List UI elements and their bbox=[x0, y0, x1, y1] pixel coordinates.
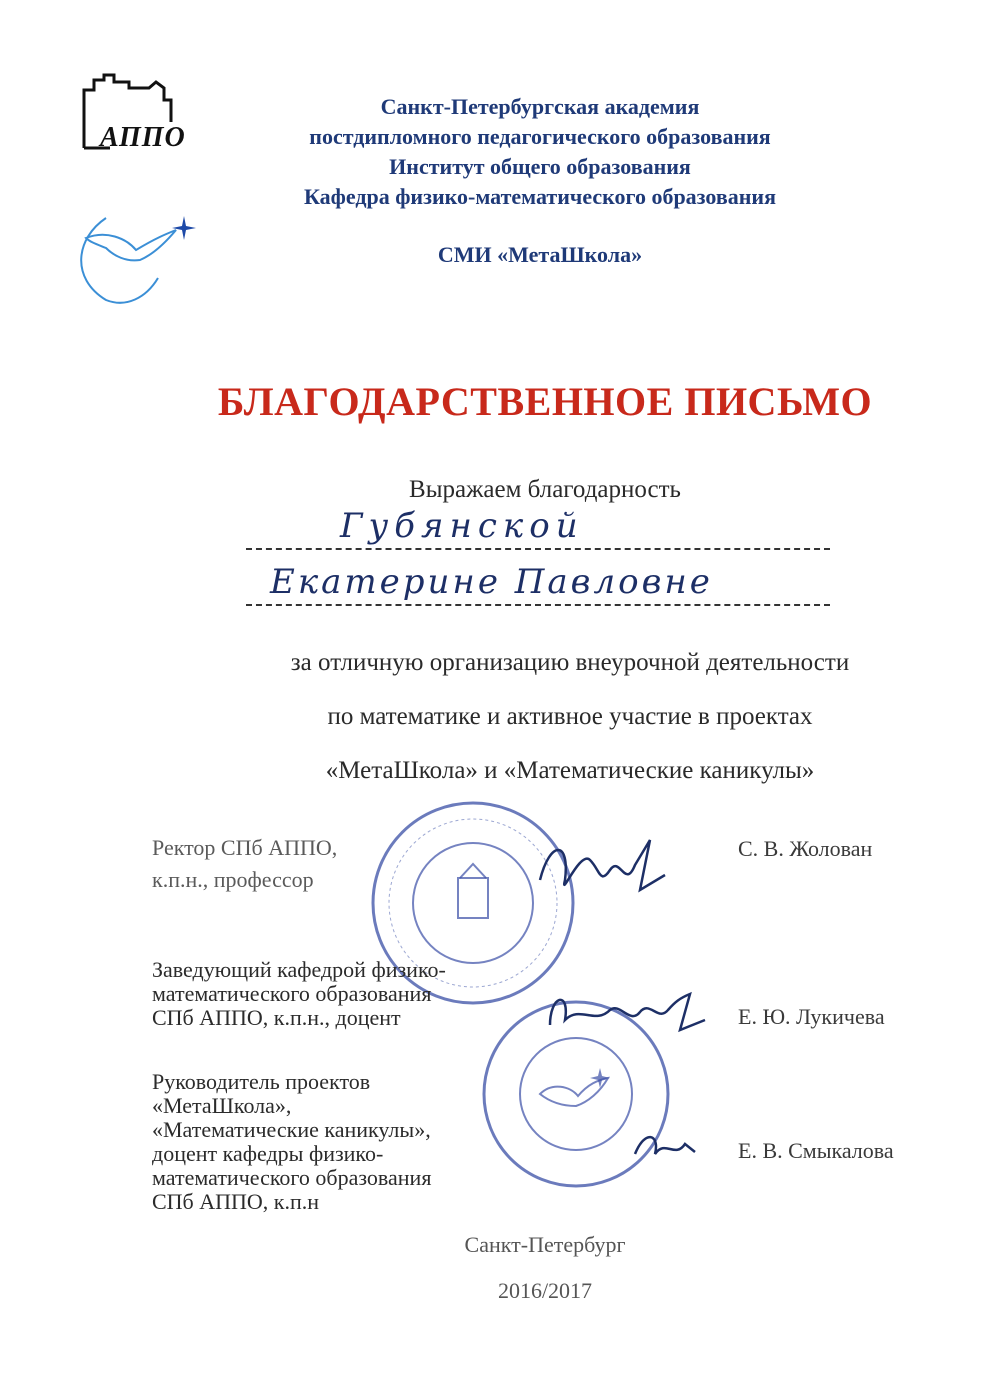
recipient-surname: Губянской bbox=[340, 506, 584, 546]
project-lead-role-line-5: математического образования bbox=[152, 1165, 432, 1190]
header-institute: Институт общего образования bbox=[389, 154, 691, 179]
year: 2016/2017 bbox=[497, 1278, 593, 1303]
rector-name: С. В. Жолован bbox=[738, 836, 873, 861]
head-role-line-1: Заведующий кафедрой физико- bbox=[152, 957, 446, 982]
head-role-line-3: СПб АППО, к.п.н., доцент bbox=[152, 1005, 401, 1030]
project-lead-role bbox=[152, 1070, 431, 1214]
city: Санкт-Петербург bbox=[464, 1232, 626, 1257]
project-lead-name: Е. В. Смыкалова bbox=[738, 1138, 894, 1163]
head-name: Е. Ю. Лукичева bbox=[738, 1004, 885, 1029]
header-department: Кафедра физико-математического образования bbox=[303, 184, 776, 209]
recipient-line-1 bbox=[246, 548, 830, 550]
rector-role-line-2: к.п.н., профессор bbox=[152, 867, 314, 892]
head-role bbox=[152, 958, 446, 1030]
reason-line-3: «МетаШкола» и «Математические каникулы» bbox=[325, 757, 815, 784]
recipient-line-2 bbox=[246, 604, 830, 606]
recipient-name: Екатерине Павловне bbox=[270, 562, 713, 602]
head-role-line-2: математического образования bbox=[152, 981, 432, 1006]
project-lead-role-line-4: доцент кафедры физико- bbox=[152, 1141, 384, 1166]
rector-role-line-1: Ректор СПб АППО, bbox=[152, 835, 338, 860]
reason-line-1: за отличную организацию внеурочной деятельности bbox=[290, 649, 850, 676]
project-lead-signature-icon bbox=[630, 1124, 700, 1174]
project-lead-role-line-3: «Математические каникулы», bbox=[152, 1117, 431, 1142]
reason-line-2: по математике и активное участие в проектах bbox=[327, 703, 813, 730]
head-signature-icon bbox=[540, 980, 710, 1050]
document-title: БЛАГОДАРСТВЕННОЕ ПИСЬМО bbox=[217, 379, 873, 424]
project-lead-role-line-6: СПб АППО, к.п.н bbox=[152, 1189, 320, 1214]
rector-role bbox=[152, 836, 337, 892]
header-academy-subtitle: постдипломного педагогического образования bbox=[309, 124, 771, 149]
rector-signature-icon bbox=[530, 830, 670, 910]
project-lead-role-line-1: Руководитель проектов bbox=[152, 1069, 371, 1094]
project-lead-role-line-2: «МетаШкола», bbox=[152, 1093, 292, 1118]
thanks-line: Выражаем благодарность bbox=[409, 476, 681, 503]
header-academy: Санкт-Петербургская академия bbox=[380, 94, 700, 119]
logo-text: АППО bbox=[100, 122, 186, 153]
header-media: СМИ «МетаШкола» bbox=[437, 242, 643, 267]
